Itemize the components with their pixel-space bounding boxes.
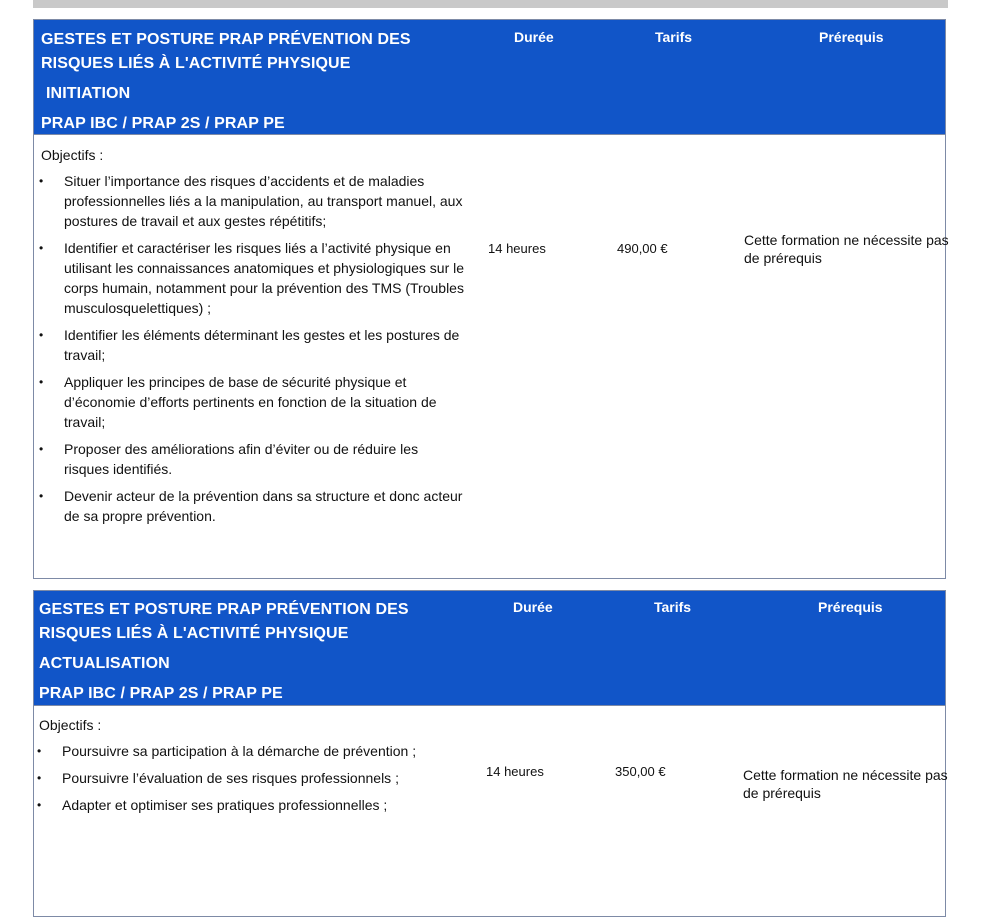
objectifs-list	[37, 741, 467, 822]
list-item: • Proposer des améliorations afin d’éviter ou de réduire les risques identifiés.	[39, 439, 464, 479]
list-item: • Situer l’importance des risques d’accidents et de maladies professionnelles liés a la manipulation, au transport manuel, aux postures de travail et aux gestes répétitifs;	[39, 171, 464, 231]
column-header-duree: Durée	[513, 599, 553, 615]
column-header-prerequis: Prérequis	[818, 599, 883, 615]
prerequis-value: Cette formation ne nécessite pas de prérequis	[743, 767, 948, 801]
card-header	[34, 20, 945, 135]
card-header	[34, 591, 945, 706]
card-level: INITIATION	[46, 85, 131, 102]
list-item: • Poursuivre sa participation à la démarche de prévention ;	[37, 741, 467, 761]
card-title-line2: RISQUES LIÉS À L'ACTIVITÉ PHYSIQUE	[39, 625, 349, 642]
tarif-value: 350,00 €	[615, 764, 666, 779]
objectifs-label: Objectifs :	[41, 147, 104, 163]
column-header-duree: Durée	[514, 29, 554, 45]
list-item: • Identifier les éléments déterminant les gestes et les postures de travail;	[39, 325, 464, 365]
card-codes: PRAP IBC / PRAP 2S / PRAP PE	[41, 115, 285, 132]
list-item: • Adapter et optimiser ses pratiques professionnelles ;	[37, 795, 467, 815]
objectifs-list	[39, 171, 464, 533]
list-item: • Devenir acteur de la prévention dans sa structure et donc acteur de sa propre prévention.	[39, 486, 464, 526]
list-item: • Appliquer les principes de base de sécurité physique et d’économie d’efforts pertinents en fonction de la situation de travail;	[39, 372, 464, 432]
card-codes: PRAP IBC / PRAP 2S / PRAP PE	[39, 685, 283, 702]
card-title-line2: RISQUES LIÉS À L'ACTIVITÉ PHYSIQUE	[41, 55, 351, 72]
list-item: • Poursuivre l’évaluation de ses risques professionnels ;	[37, 768, 467, 788]
column-header-tarifs: Tarifs	[655, 29, 693, 45]
card-level: ACTUALISATION	[39, 655, 170, 672]
tarif-value: 490,00 €	[617, 241, 668, 256]
duree-value: 14 heures	[486, 764, 544, 779]
objectifs-label: Objectifs :	[39, 717, 102, 733]
prerequis-value: Cette formation ne nécessite pas de prérequis	[744, 232, 949, 266]
card-title-line1: GESTES ET POSTURE PRAP PRÉVENTION DES	[41, 31, 411, 48]
list-item: • Identifier et caractériser les risques liés a l’activité physique en utilisant les connaissances anatomiques et physiologiques sur le corps humain, notamment pour la prévention des TMS (Troubles musculosquelettiques) ;	[39, 238, 464, 318]
top-divider-bar	[33, 0, 948, 8]
training-card-actualisation	[33, 590, 946, 917]
card-title-line1: GESTES ET POSTURE PRAP PRÉVENTION DES	[39, 601, 409, 618]
column-header-prerequis: Prérequis	[819, 29, 884, 45]
training-card-initiation	[33, 19, 949, 579]
duree-value: 14 heures	[488, 241, 546, 256]
column-header-tarifs: Tarifs	[654, 599, 692, 615]
